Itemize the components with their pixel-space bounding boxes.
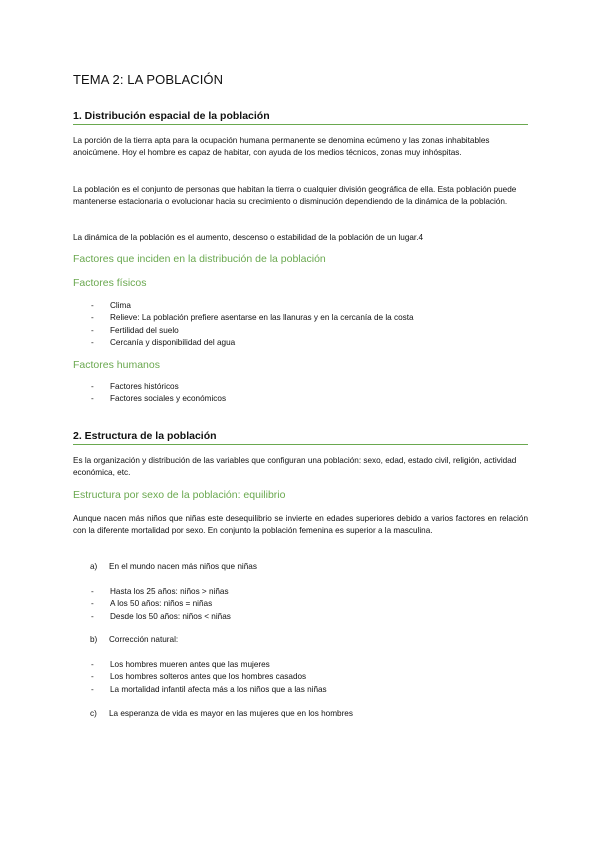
list-item: - Factores históricos (73, 381, 528, 393)
list-marker: b) (90, 635, 98, 644)
section-2-paragraph-1: Es la organización y distribución de las variables que configuran una población: sexo, edad, estado civil, religión, actividad económica, etc. (73, 456, 517, 477)
point-a-list (73, 586, 528, 623)
list-item: b) Corrección natural: (73, 634, 528, 646)
list-item: - Los hombres solteros antes que los hombres casados (73, 671, 528, 683)
section-2-paragraph-2: Aunque nacen más niños que niñas este desequilibrio se invierte en edades superiores debido a varios factores en relación con la diferente mortalidad por sexo. En conjunto la población femenina es superior a la masculina. (73, 514, 528, 535)
list-item: a) En el mundo nacen más niños que niñas (73, 561, 528, 573)
list-marker: - (91, 599, 94, 609)
section-1-paragraph-1: La porción de la tierra apta para la ocupación humana permanente se denomina ecúmeno y las zonas inhabitables anoicúmene. Hoy el hombre es capaz de habitar, con ayuda de los medios técnicos, zonas muy inhóspitas. (73, 136, 490, 157)
list-item: - Cercanía y disponibilidad del agua (73, 337, 528, 349)
list-marker: - (91, 611, 94, 621)
list-marker: - (91, 660, 94, 669)
section-1-heading: 1. Distribución espacial de la población (73, 110, 528, 125)
list-marker: - (91, 684, 94, 694)
sex-structure-heading: Estructura por sexo de la población: equilibrio (73, 489, 286, 501)
list-marker: - (91, 382, 94, 391)
list-marker: - (91, 587, 94, 596)
list-item: - La mortalidad infantil afecta más a los niños que a las niñas (73, 684, 528, 696)
list-item: - A los 50 años: niños = niñas (73, 598, 528, 610)
list-item: - Relieve: La población prefiere asentarse en las llanuras y en la cercanía de la costa (73, 312, 528, 324)
physical-factors-heading: Factores físicos (73, 277, 147, 289)
human-factors-heading: Factores humanos (73, 359, 160, 371)
section-2-heading: 2. Estructura de la población (73, 430, 528, 445)
section-1-paragraph-3: La dinámica de la población es el aumento, descenso o estabilidad de la población de un lugar.4 (73, 233, 424, 242)
human-factors-list (73, 381, 528, 406)
list-marker: - (91, 313, 94, 323)
point-c (73, 708, 528, 720)
factors-heading: Factores que inciden en la distribución de la población (73, 253, 326, 265)
list-marker: c) (90, 709, 97, 718)
list-item: - Los hombres mueren antes que las mujeres (73, 659, 528, 671)
list-item: - Desde los 50 años: niños < niñas (73, 611, 528, 623)
point-a (73, 561, 528, 573)
list-marker: a) (90, 562, 98, 571)
point-b (73, 634, 528, 646)
document-title: TEMA 2: LA POBLACIÓN (73, 72, 224, 87)
list-marker: - (91, 337, 94, 347)
list-marker: - (91, 672, 94, 682)
list-item: - Fertilidad del suelo (73, 325, 528, 337)
list-item: - Factores sociales y económicos (73, 393, 528, 405)
list-item: - Clima (73, 300, 528, 312)
section-1-paragraph-2: La población es el conjunto de personas que habitan la tierra o cualquier división geográfica de ella. Esta población puede mantenerse estacionaria o evolucionar hacia su crecimiento o disminución dependiendo de la dinámica de la población. (73, 185, 517, 206)
list-marker: - (91, 394, 94, 404)
list-item: - Hasta los 25 años: niños > niñas (73, 586, 528, 598)
point-b-list (73, 659, 528, 696)
list-item: c) La esperanza de vida es mayor en las mujeres que en los hombres (73, 708, 528, 720)
physical-factors-list (73, 300, 528, 349)
list-marker: - (91, 301, 94, 310)
list-marker: - (91, 325, 94, 335)
